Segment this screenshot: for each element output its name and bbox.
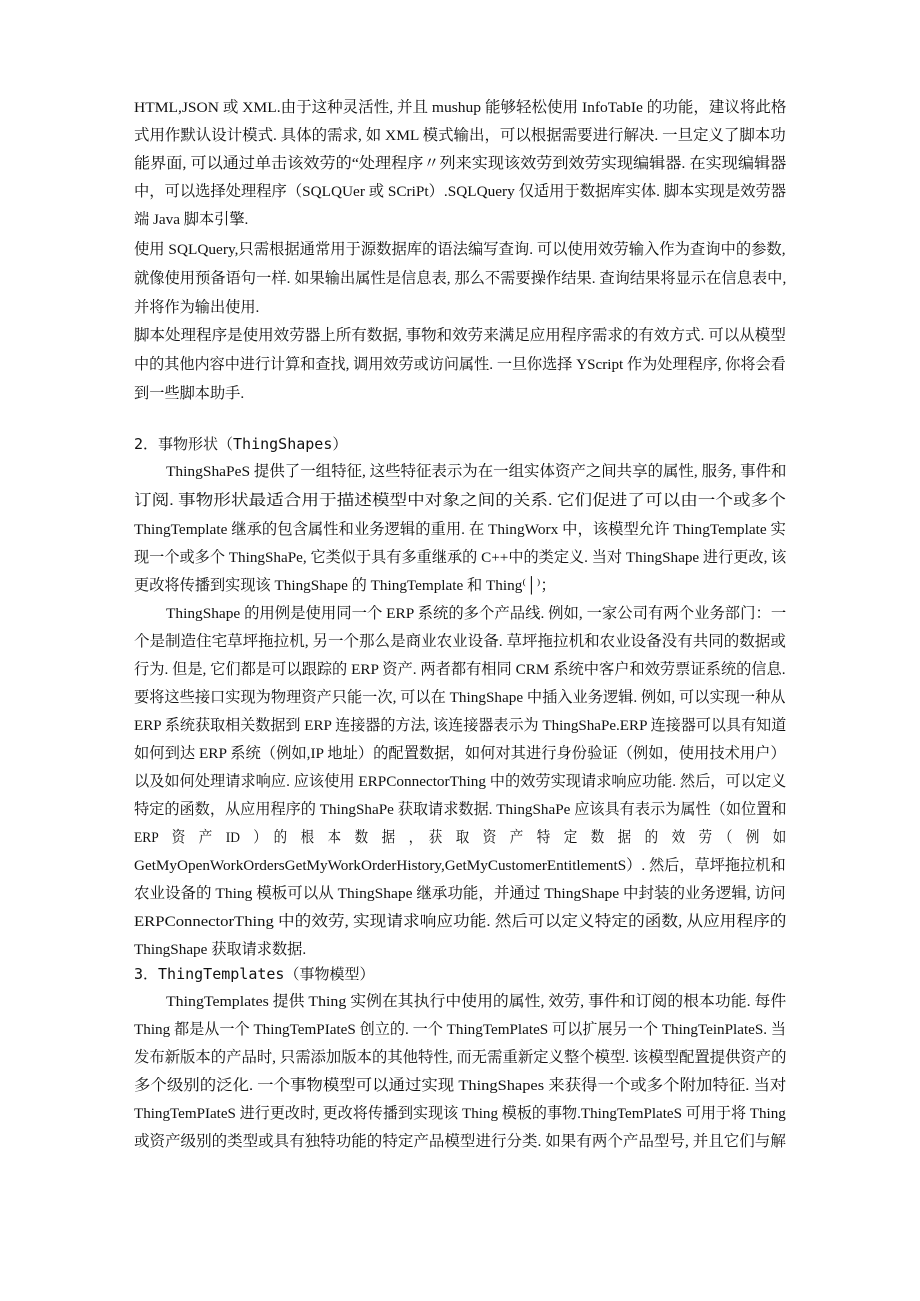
text-line: 订阅. 事物形状最适合用于描述模型中对象之间的关系. 它们促进了可以由一个或多个 xyxy=(134,492,786,509)
text-line: 个是制造住宅草坪拖拉机, 另一个那么是商业农业设备. 草坪拖拉机和农业设备没有共同的数据或 xyxy=(134,633,786,650)
text-line: HTML,JSON 或 XML.由于这种灵活性, 并且 mushup 能够轻松使用 InfoTabIe 的功能，建议将此格 xyxy=(134,99,787,116)
text-line: 多个级别的泛化. 一个事物模型可以通过实现 ThingShapes 来获得一个或多个附加特征. 当对 xyxy=(134,1077,787,1094)
text-line: ERPConnectorThing 中的效劳, 实现请求响应功能. 然后可以定义特定的函数, 从应用程序的 xyxy=(134,913,787,930)
text-line: 使用 SQLQuery,只需根据通常用于源数据库的语法编写查询. 可以使用效劳输入作为查询中的参数, xyxy=(134,241,786,258)
text-line: 现一个或多个 ThingShaPe, 它类似于具有多重继承的 C++中的类定义. 当对 ThingShape 进行更改, 该 xyxy=(134,549,787,566)
text-line: ThingTemplate 继承的包含属性和业务逻辑的重用. 在 ThingWorx 中，该模型允许 ThingTemplate 实 xyxy=(134,521,786,538)
text-line: 能界面, 可以通过单击该效劳的“处理程序〃列来实现该效劳到效劳实现编辑器. 在实现编辑器 xyxy=(134,155,787,172)
text-line: 到一些脚本助手. xyxy=(134,385,245,402)
text-line: 农业设备的 Thing 模板可以从 ThingShape 继承功能，并通过 ThingShape 中封装的业务逻辑, 访问 xyxy=(134,885,786,902)
text-line: 就像使用预备语句一样. 如果输出属性是信息表, 那么不需要操作结果. 查询结果将显示在信息表中, xyxy=(134,270,787,287)
text-line: ThingShape 获取请求数据. xyxy=(134,941,307,958)
text-line: GetMyOpenWorkOrdersGetMyWorkOrderHistory,GetMyCustomerEntitlementS）. 然后，草坪拖拉机和 xyxy=(134,857,786,874)
text-line: ThingShaPeS 提供了一组特征, 这些特征表示为在一组实体资产之间共享的属性, 服务, 事件和 xyxy=(166,463,787,480)
section-heading-thingshapes: 2．事物形状（ThingShapes） xyxy=(134,435,348,453)
text-line: Thing 都是从一个 ThingTemPIateS 创立的. 一个 ThingTemPlateS 可以扩展另一个 ThingTeinPlateS. 当 xyxy=(134,1021,787,1038)
text-line: 中的其他内容中进行计算和查找, 调用效劳或访问属性. 一旦你选择 YScript 作为处理程序, 你将会看 xyxy=(134,356,786,373)
text-line: 要将这些接口实现为物理资产只能一次, 可以在 ThingShape 中插入业务逻辑. 例如, 可以实现一种从 xyxy=(134,689,786,706)
text-line: 或资产级别的类型或具有独特功能的特定产品模型进行分类. 如果有两个产品型号, 并且它们与解 xyxy=(134,1133,786,1150)
text-line: 发布新版本的产品时, 只需添加版本的其他特性, 而无需重新定义整个模型. 该模型配置提供资产的 xyxy=(134,1049,787,1066)
text-line: 脚本处理程序是使用效劳器上所有数据, 事物和效劳来满足应用程序需求的有效方式. 可以从模型 xyxy=(134,327,786,344)
text-line: ThingTemPIateS 进行更改时, 更改将传播到实现该 Thing 模板的事物.ThingTemPlateS 可用于将 Thing xyxy=(134,1105,786,1122)
text-line: 并将作为输出使用. xyxy=(134,299,260,316)
text-line: 端 Java 脚本引擎. xyxy=(134,211,249,228)
text-line: ThingTemplates 提供 Thing 实例在其执行中使用的属性, 效劳, 事件和订阅的根本功能. 每件 xyxy=(166,993,787,1010)
text-line: 特定的函数，从应用程序的 ThingShaPe 获取请求数据. ThingShaPe 应该具有表示为属性（如位置和 xyxy=(134,801,787,818)
text-line: 式用作默认设计模式. 具体的需求, 如 XML 模式输出，可以根据需要进行解决. 一旦定义了脚本功 xyxy=(134,127,786,144)
text-line: 以及如何处理请求响应. 应该使用 ERPConnectorThing 中的效劳实现请求响应功能. 然后，可以定义 xyxy=(134,773,787,790)
text-line: 如何到达 ERP 系统（例如,IP 地址）的配置数据，如何对其进行身份验证（例如，使用技术用户） xyxy=(134,745,786,762)
text-line: 中，可以选择处理程序（SQLQUer 或 SCriPt）.SQLQuery 仅适用于数据库实体. 脚本实现是效劳器 xyxy=(134,183,787,200)
text-line: ERP 资 产 ID ） 的 根 本 数 据 ， 获 取 资 产 特 定 数 据 的 效 劳 （ 例 如 xyxy=(134,829,787,846)
text-line: ERP 系统获取相关数据到 ERP 连接器的方法, 该连接器表示为 ThingShaPe.ERP 连接器可以具有知道 xyxy=(134,717,787,734)
section-heading-thingtemplates: 3．ThingTemplates（事物模型） xyxy=(134,965,375,983)
text-line: 更改将传播到实现该 ThingShape 的 ThingTemplate 和 Thing⁽│⁾； xyxy=(134,577,556,594)
text-line: ThingShape 的用例是使用同一个 ERP 系统的多个产品线. 例如, 一家公司有两个业务部门：一 xyxy=(166,605,787,622)
text-line: 行为. 但是, 它们都是可以跟踪的 ERP 资产. 两者都有相同 CRM 系统中客户和效劳票证系统的信息. xyxy=(134,661,786,678)
